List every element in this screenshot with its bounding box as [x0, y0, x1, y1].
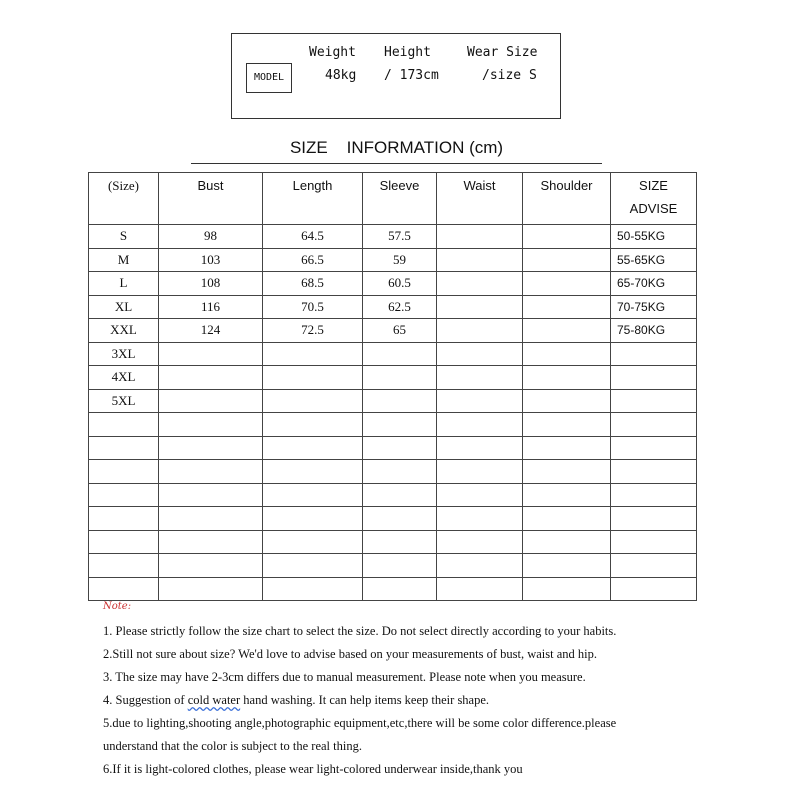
table-row [89, 413, 697, 437]
table-cell [263, 413, 363, 437]
table-row [89, 295, 697, 319]
wear-size-label: Wear Size [467, 45, 538, 60]
table-cell [523, 389, 611, 413]
table-cell: 98 [159, 225, 263, 249]
table-cell: M [89, 248, 159, 272]
table-cell [611, 530, 697, 554]
table-cell [159, 389, 263, 413]
table-cell [363, 483, 437, 507]
table-cell [263, 530, 363, 554]
header-sleeve: Sleeve [363, 173, 437, 225]
table-cell: 57.5 [363, 225, 437, 249]
table-cell [159, 577, 263, 601]
table-cell [263, 507, 363, 531]
table-cell [437, 319, 523, 343]
table-cell: XXL [89, 319, 159, 343]
table-cell: L [89, 272, 159, 296]
table-cell [159, 342, 263, 366]
table-cell [263, 436, 363, 460]
table-cell [263, 460, 363, 484]
note-title: Note: [103, 601, 132, 612]
table-cell [437, 225, 523, 249]
note-1: 1. Please strictly follow the size chart to select the size. Do not select directly according to your habits. [103, 624, 617, 638]
table-cell [89, 483, 159, 507]
table-cell [437, 554, 523, 578]
table-cell [89, 507, 159, 531]
table-cell [437, 483, 523, 507]
table-cell [523, 295, 611, 319]
table-cell: 65 [363, 319, 437, 343]
table-row [89, 366, 697, 390]
table-cell [89, 436, 159, 460]
table-cell [523, 460, 611, 484]
table-cell: 108 [159, 272, 263, 296]
table-row [89, 272, 697, 296]
table-cell: 70-75KG [611, 295, 697, 319]
table-cell: 72.5 [263, 319, 363, 343]
table-row [89, 530, 697, 554]
table-cell [363, 342, 437, 366]
table-cell [263, 366, 363, 390]
header-waist: Waist [437, 173, 523, 225]
table-cell [437, 530, 523, 554]
table-cell [159, 507, 263, 531]
table-cell [263, 554, 363, 578]
table-cell [523, 436, 611, 460]
table-cell [89, 554, 159, 578]
table-cell [611, 436, 697, 460]
table-cell [263, 577, 363, 601]
table-row [89, 483, 697, 507]
table-cell: 65-70KG [611, 272, 697, 296]
size-table [88, 172, 697, 601]
table-cell [523, 319, 611, 343]
table-cell [523, 272, 611, 296]
note-6: 6.If it is light-colored clothes, please wear light-colored underwear inside,thank you [103, 762, 523, 776]
table-cell: 4XL [89, 366, 159, 390]
table-cell [159, 483, 263, 507]
weight-value: 48kg [325, 68, 357, 83]
header-shoulder: Shoulder [523, 173, 611, 225]
header-length: Length [263, 173, 363, 225]
table-cell [523, 554, 611, 578]
table-row [89, 507, 697, 531]
table-cell: 116 [159, 295, 263, 319]
height-value: / 173cm [384, 68, 439, 83]
table-cell: 66.5 [263, 248, 363, 272]
table-cell [437, 272, 523, 296]
table-header-row [89, 173, 697, 225]
table-cell [437, 507, 523, 531]
table-cell: 55-65KG [611, 248, 697, 272]
table-cell [611, 460, 697, 484]
table-cell [523, 530, 611, 554]
table-row [89, 248, 697, 272]
table-cell [363, 366, 437, 390]
table-cell [523, 577, 611, 601]
table-cell [523, 248, 611, 272]
table-cell [523, 507, 611, 531]
table-cell [523, 483, 611, 507]
table-cell [611, 389, 697, 413]
table-cell [159, 366, 263, 390]
table-cell [89, 413, 159, 437]
table-cell: 50-55KG [611, 225, 697, 249]
table-cell [523, 342, 611, 366]
table-cell [89, 460, 159, 484]
table-cell: 5XL [89, 389, 159, 413]
table-cell [523, 225, 611, 249]
table-cell [437, 366, 523, 390]
table-cell: 103 [159, 248, 263, 272]
model-tag: MODEL [246, 63, 292, 93]
table-cell [437, 413, 523, 437]
table-cell: 70.5 [263, 295, 363, 319]
table-cell: 62.5 [363, 295, 437, 319]
table-cell [437, 342, 523, 366]
table-cell [89, 530, 159, 554]
note-4-start: 4. Suggestion of [103, 693, 188, 707]
header-size-advise: SIZE ADVISE [611, 173, 697, 225]
table-cell [159, 554, 263, 578]
header-size: (Size) [89, 173, 159, 225]
height-label: Height [384, 45, 431, 60]
table-cell [611, 366, 697, 390]
table-cell [437, 248, 523, 272]
table-cell: 3XL [89, 342, 159, 366]
table-cell [159, 436, 263, 460]
model-info-box [231, 33, 561, 119]
size-info-title: SIZE INFORMATION (cm) [289, 138, 504, 157]
table-row [89, 577, 697, 601]
table-cell [159, 530, 263, 554]
table-cell: 64.5 [263, 225, 363, 249]
wear-size-value: /size S [482, 68, 537, 83]
table-row [89, 389, 697, 413]
table-cell [437, 436, 523, 460]
table-cell: 68.5 [263, 272, 363, 296]
note-4-cold-water: cold water [187, 693, 241, 707]
table-cell: 59 [363, 248, 437, 272]
table-cell: S [89, 225, 159, 249]
table-cell [611, 342, 697, 366]
note-2: 2.Still not sure about size? We'd love to advise based on your measurements of bust, waist and hip. [103, 647, 597, 661]
table-cell [363, 436, 437, 460]
table-cell [437, 577, 523, 601]
table-cell [611, 507, 697, 531]
table-cell [437, 295, 523, 319]
weight-label: Weight [309, 45, 356, 60]
title-underline [191, 163, 602, 164]
table-cell: 75-80KG [611, 319, 697, 343]
table-cell [159, 460, 263, 484]
table-cell [611, 413, 697, 437]
table-cell [363, 507, 437, 531]
table-cell: 124 [159, 319, 263, 343]
table-cell [263, 342, 363, 366]
note-3: 3. The size may have 2-3cm differs due to manual measurement. Please note when you measure. [103, 670, 586, 684]
note-5-line-1: 5.due to lighting,shooting angle,photographic equipment,etc,there will be some color difference.please [103, 716, 617, 730]
table-cell [611, 554, 697, 578]
table-cell [523, 366, 611, 390]
table-cell [159, 413, 263, 437]
header-bust: Bust [159, 173, 263, 225]
table-row [89, 554, 697, 578]
table-row [89, 436, 697, 460]
table-cell [523, 413, 611, 437]
note-4 [103, 693, 489, 708]
table-cell: 60.5 [363, 272, 437, 296]
table-cell [89, 577, 159, 601]
table-cell [437, 389, 523, 413]
table-row [89, 319, 697, 343]
table-cell: XL [89, 295, 159, 319]
table-row [89, 342, 697, 366]
note-5-line-2: understand that the color is subject to the real thing. [103, 739, 362, 753]
table-cell [363, 554, 437, 578]
table-cell [263, 483, 363, 507]
table-cell [363, 389, 437, 413]
table-cell [363, 530, 437, 554]
table-cell [263, 389, 363, 413]
table-row [89, 460, 697, 484]
table-cell [363, 577, 437, 601]
table-cell [363, 413, 437, 437]
table-cell [611, 577, 697, 601]
table-cell [363, 460, 437, 484]
table-cell [437, 460, 523, 484]
table-cell [611, 483, 697, 507]
table-row [89, 225, 697, 249]
note-4-end: hand washing. It can help items keep their shape. [240, 693, 490, 707]
